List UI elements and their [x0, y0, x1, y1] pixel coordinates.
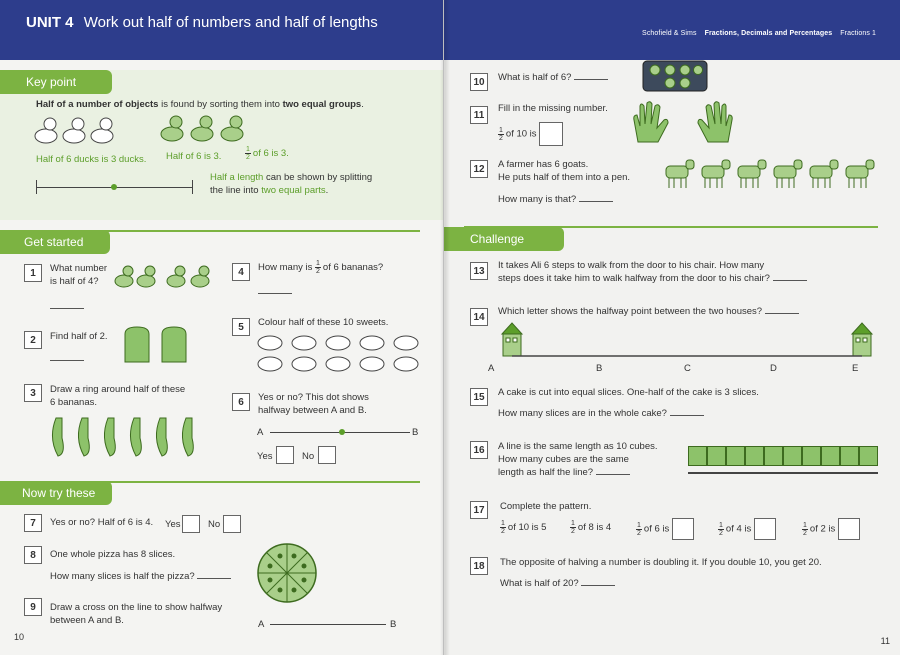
q17-frac-5 [802, 522, 808, 537]
q12-text [498, 158, 630, 184]
q6-yes-checkbox[interactable] [276, 446, 294, 464]
fraction-half [245, 146, 251, 161]
q8-text-a: One whole pizza has 8 slices. [50, 549, 176, 560]
unit-title [26, 14, 378, 31]
q14-letter-a: A [488, 363, 495, 374]
q5-sweets-illustration[interactable] [256, 334, 426, 374]
cube [859, 446, 878, 466]
q1-answer-blank[interactable] [50, 300, 84, 309]
kp-the-line-into: the line into [210, 185, 262, 196]
unit-banner [0, 0, 443, 60]
q3-text-b: 6 bananas. [50, 397, 98, 408]
q18-text-b [500, 577, 615, 590]
q8-question: How many slices is half the pizza? [50, 571, 195, 582]
q17-p4 [718, 518, 776, 540]
q17-answer-box-4[interactable] [754, 518, 776, 540]
q6-text-b: halfway between A and B. [258, 405, 367, 416]
left-page [0, 0, 444, 655]
q17-number: 17 [470, 501, 488, 519]
q16-line [688, 472, 878, 474]
q11-text-b: of 10 is [505, 128, 537, 140]
q8-text-b [50, 570, 231, 583]
q11-answer-box[interactable] [539, 122, 563, 146]
q17-f1-num: 1 [501, 520, 505, 527]
q1-ducks-illustration [114, 263, 214, 289]
three-ducks-outline-illustration [34, 114, 118, 146]
q18-number: 18 [470, 557, 488, 575]
q1-number: 1 [24, 264, 42, 282]
q14-question: Which letter shows the halfway point between the two houses? [498, 306, 763, 317]
caption-fraction [245, 146, 289, 161]
meta-publisher: Schofield & Sims [642, 30, 697, 37]
q17-frac-4 [718, 522, 724, 537]
kp-bold-c: two equal groups [282, 99, 362, 110]
q16-answer-blank[interactable] [596, 466, 630, 475]
q13-answer-blank[interactable] [773, 272, 807, 281]
cube [688, 446, 707, 466]
q6-dot [339, 429, 345, 435]
meta-book: Fractions, Decimals and Percentages [704, 30, 833, 37]
q18-answer-blank[interactable] [581, 577, 615, 586]
key-point-line1 [36, 98, 436, 111]
q11-expression [498, 122, 563, 146]
q17-f2-den: 2 [571, 528, 575, 535]
three-ducks-green-illustration [160, 112, 250, 144]
q9-label-b: B [390, 619, 397, 630]
q17-p2 [570, 520, 611, 535]
line-start-tick [36, 180, 37, 194]
midpoint-dot [111, 184, 117, 190]
q7-no-label: No [208, 519, 221, 530]
q2-number: 2 [24, 331, 42, 349]
q14-answer-blank[interactable] [765, 305, 799, 314]
kp-period: . [325, 185, 329, 196]
key-point-tag [0, 70, 112, 94]
q6-label-a: A [257, 427, 264, 438]
q17-answer-box-3[interactable] [672, 518, 694, 540]
q17-f3-den: 2 [637, 529, 641, 537]
q6-no-checkbox[interactable] [318, 446, 336, 464]
q10-text [498, 71, 608, 84]
q6-no-label: No [302, 451, 315, 462]
fraction-numerator: 1 [246, 146, 250, 153]
q17-f2-num: 1 [571, 520, 575, 527]
q16-text-c: length as half the line? [498, 467, 594, 478]
cube [726, 446, 745, 466]
kp-text-b: is found by sorting them into [158, 99, 283, 110]
q7-yes-checkbox[interactable] [182, 515, 200, 533]
q7-no-checkbox[interactable] [223, 515, 241, 533]
cube [840, 446, 859, 466]
q17-f5-num: 1 [803, 521, 807, 529]
now-try-rule [100, 481, 420, 483]
q12-text-a: A farmer has 6 goats. [498, 159, 589, 170]
q16-number: 16 [470, 441, 488, 459]
q17-f4-num: 1 [719, 521, 723, 529]
q17-text: Complete the pattern. [500, 501, 592, 512]
q14-letter-c: C [684, 363, 691, 374]
q17-p5 [802, 518, 860, 540]
q11-text-a: Fill in the missing number. [498, 103, 608, 114]
q3-number: 3 [24, 384, 42, 402]
q14-houses-illustration [500, 320, 876, 360]
q1-text-b: is half of 4? [50, 276, 99, 287]
q17-frac-3 [636, 522, 642, 537]
get-started-tag [0, 230, 110, 254]
q11-hands-illustration [628, 100, 738, 146]
q12-number: 12 [470, 160, 488, 178]
q17-p3 [636, 518, 694, 540]
right-banner [444, 0, 900, 60]
banner-meta [636, 30, 876, 37]
q16-text-b: How many cubes are the same [498, 454, 629, 465]
fraction-denominator: 2 [246, 154, 250, 161]
q4-number: 4 [232, 263, 250, 281]
q17-p4-text: of 4 is [725, 523, 752, 535]
q6-label-b: B [412, 427, 419, 438]
q5-number: 5 [232, 318, 250, 336]
q17-frac-1 [500, 520, 506, 535]
q2-bread-illustration [122, 326, 196, 364]
q4-fraction [315, 260, 321, 275]
cube [802, 446, 821, 466]
get-started-heading: Get started [24, 235, 84, 249]
q13-text-a: It takes Ali 6 steps to walk from the door to his chair. How many [498, 260, 765, 271]
q8-answer-blank[interactable] [197, 570, 231, 579]
q17-answer-box-5[interactable] [838, 518, 860, 540]
right-page [444, 0, 900, 655]
q7-number: 7 [24, 514, 42, 532]
q6-text-a: Yes or no? This dot shows [258, 392, 369, 403]
unit-label: UNIT 4 [26, 14, 74, 31]
q14-letter-e: E [852, 363, 859, 374]
q11-frac-den: 2 [499, 134, 503, 142]
q17-p2-text: of 8 is 4 [577, 522, 612, 534]
q6-number: 6 [232, 393, 250, 411]
q14-number: 14 [470, 308, 488, 326]
caption-ducks: Half of 6 ducks is 3 ducks. [36, 154, 147, 165]
q10-tray-illustration [642, 60, 708, 92]
q3-text [50, 383, 185, 409]
q2-text: Find half of 2. [50, 331, 108, 342]
q17-f3-num: 1 [637, 521, 641, 529]
q14-letter-d: D [770, 363, 777, 374]
q17-p5-text: of 2 is [809, 523, 836, 535]
q17-p3-text: of 6 is [643, 523, 670, 535]
q17-f4-den: 2 [719, 529, 723, 537]
q10-answer-blank[interactable] [574, 71, 608, 80]
q15-text-b [498, 407, 704, 420]
cube [764, 446, 783, 466]
left-page-number: 10 [14, 632, 25, 642]
half-length-text [210, 171, 440, 197]
q11-number: 11 [470, 106, 488, 124]
q10-question: What is half of 6? [498, 72, 572, 83]
q4-frac-den: 2 [316, 268, 320, 275]
now-try-heading: Now try these [22, 486, 96, 500]
cube [783, 446, 802, 466]
challenge-heading: Challenge [470, 232, 525, 246]
q17-p1 [500, 520, 546, 535]
q17-p1-text: of 10 is 5 [507, 522, 547, 534]
q18-question: What is half of 20? [500, 578, 579, 589]
q12-goats-illustration [662, 156, 878, 190]
q9-number: 9 [24, 598, 42, 616]
q17-f1-den: 2 [501, 528, 505, 535]
caption-of-6-is-3: of 6 is 3. [252, 148, 289, 160]
q4-text-b: of 6 bananas? [322, 262, 384, 274]
q15-question: How many slices are in the whole cake? [498, 408, 667, 419]
q18-text-a: The opposite of halving a number is doubling it. If you double 10, you get 20. [500, 557, 822, 568]
get-started-rule [100, 230, 420, 232]
kp-can-be-shown: can be shown by splitting [263, 172, 373, 183]
q9-text-a: Draw a cross on the line to show halfway [50, 602, 223, 613]
cube [821, 446, 840, 466]
q16-text-a: A line is the same length as 10 cubes. [498, 441, 658, 452]
cube [707, 446, 726, 466]
kp-text-d: . [361, 99, 364, 110]
q6-text [258, 391, 369, 417]
kp-bold-a: Half of a number of objects [36, 99, 159, 110]
q14-letter-b: B [596, 363, 603, 374]
q7-text: Yes or no? Half of 6 is 4. [50, 517, 154, 528]
q14-text [498, 305, 799, 318]
q9-text [50, 601, 222, 627]
cube [745, 446, 764, 466]
right-page-number: 11 [880, 636, 890, 646]
q6-yes-label: Yes [257, 451, 273, 462]
q9-line[interactable] [270, 624, 386, 625]
unit-heading: Work out half of numbers and half of lengths [83, 14, 378, 31]
q11-frac-num: 1 [499, 126, 503, 134]
q15-text-a: A cake is cut into equal slices. One-half of the cake is 3 slices. [498, 387, 759, 398]
q2-answer-blank[interactable] [50, 352, 84, 361]
meta-level: Fractions 1 [840, 30, 876, 37]
q15-answer-blank[interactable] [670, 407, 704, 416]
q9-label-a: A [258, 619, 265, 630]
q8-number: 8 [24, 546, 42, 564]
q12-text-b: He puts half of them into a pen. [498, 172, 631, 183]
q4-text-a: How many is [258, 262, 313, 274]
q4-answer-blank[interactable] [258, 285, 292, 294]
q13-number: 13 [470, 262, 488, 280]
q4-frac-num: 1 [316, 260, 320, 267]
q16-text [498, 440, 658, 479]
q9-text-b: between A and B. [50, 615, 124, 626]
q3-bananas-illustration[interactable] [48, 416, 204, 460]
q10-number: 10 [470, 73, 488, 91]
q17-frac-2 [570, 520, 576, 535]
q4-text [258, 260, 383, 275]
q11-fraction [498, 127, 504, 142]
q12-question [498, 193, 613, 206]
book-spine [440, 0, 450, 655]
q7-yes-label: Yes [165, 519, 181, 530]
q5-text: Colour half of these 10 sweets. [258, 317, 389, 328]
kp-two-equal-parts: two equal parts [261, 185, 326, 196]
q1-text-a: What number [50, 263, 108, 274]
q8-pizza-illustration [256, 542, 318, 604]
q13-text [498, 259, 888, 285]
now-try-tag [0, 481, 112, 505]
q1-text [50, 262, 107, 288]
q15-number: 15 [470, 388, 488, 406]
q17-f5-den: 2 [803, 529, 807, 537]
kp-half-length: Half a length [210, 172, 264, 183]
caption-half-of-6: Half of 6 is 3. [166, 151, 222, 162]
q12-answer-blank[interactable] [579, 193, 613, 202]
line-end-tick [192, 180, 193, 194]
q12-text-c: How many is that? [498, 194, 577, 205]
q13-text-b: steps does it take him to walk halfway from the door to his chair? [498, 273, 770, 284]
key-point-heading: Key point [26, 75, 77, 89]
challenge-tag [444, 227, 564, 251]
q16-cubes [688, 446, 878, 466]
q3-text-a: Draw a ring around half of these [50, 384, 186, 395]
